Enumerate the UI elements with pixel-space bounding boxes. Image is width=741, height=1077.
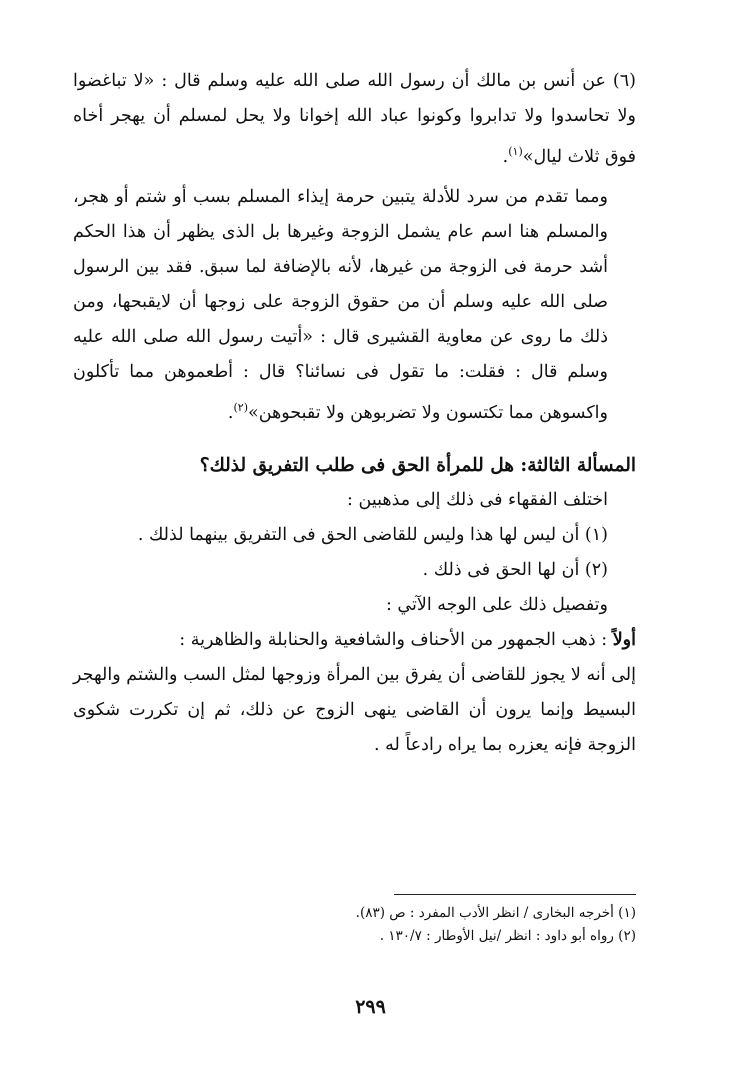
- paragraph-hadith-anas: [73, 64, 636, 175]
- evidence-summary-text: [73, 180, 636, 431]
- footnote-ref-1: (١): [508, 145, 523, 158]
- footnote-ref-2: (٢): [233, 401, 248, 414]
- opinion-one: (١) أن ليس لها هذا وليس للقاضى الحق فى التفريق بينهما لذلك .: [137, 525, 608, 545]
- footnote-1: (١) أخرجه البخارى / انظر الأدب المفرد : ص (٨٣).: [355, 905, 636, 921]
- opinion-two: (٢) أن لها الحق فى ذلك .: [422, 560, 608, 580]
- page-number: ٢٩٩: [355, 996, 386, 1018]
- footnote-2: (٢) رواه أبو داود : انظر /نيل الأوطار : ١٣٠/٧ .: [379, 928, 636, 944]
- hadith-anas-text: [73, 64, 636, 175]
- section-third-issue: [73, 448, 636, 763]
- first-opinion-lead: [73, 623, 636, 658]
- first-label: أولاً: [612, 630, 636, 650]
- evidence-summary-end: .: [227, 402, 234, 423]
- hadith-anas-body: (٦) عن أنس بن مالك أن رسول الله صلى الله عليه وسلم قال : «لا تباغضوا ولا تحاسدوا ولا تدابروا وكونوا عباد الله إخوانا ولا يحل لمسلم أن يهجر أخاه فوق ثلاث ليال»: [73, 71, 636, 167]
- evidence-summary-body: ومما تقدم من سرد للأدلة يتبين حرمة إيذاء المسلم بسب أو شتم أو هجر، والمسلم هنا اسم عام يشمل الزوجة وغيرها بل الذى يظهر أن هذا الحكم أشد حرمة فى الزوجة من غيرها، لأنه بالإضافة لما سبق. فقد بين الرسول صلى الله عليه وسلم أن من حقوق الزوجة على زوجها أن لايقبحها، ومن ذلك ما روى عن معاوية القشيرى قال : «أتيت رسول الله صلى الله عليه وسلم قال : فقلت: ما تقول فى نسائنا؟ قال : أطعموهن مما تأكلون واكسوهن مما تكتسون ولا تضربوهن ولا تقبحوهن»: [73, 187, 608, 423]
- footnotes: [73, 902, 636, 948]
- hadith-anas-end: .: [502, 146, 509, 167]
- section-heading: المسألة الثالثة: هل للمرأة الحق فى طلب التفريق لذلك؟: [199, 455, 636, 476]
- section-intro: اختلف الفقهاء فى ذلك إلى مذهبين :: [347, 490, 608, 510]
- paragraph-evidence-summary: [73, 180, 636, 431]
- first-opinion-body: إلى أنه لا يجوز للقاضى أن يفرق بين المرأة وزوجها لمثل السب والشتم والهجر البسيط وإنما يرون أن القاضى ينهى الزوج عن ذلك، ثم إن تكررت شكوى الزوجة فإنه يعزره بما يراه رادعاً له .: [73, 665, 636, 755]
- footnote-divider: [394, 894, 636, 895]
- first-text: : ذهب الجمهور من الأحناف والشافعية والحنابلة والظاهرية :: [179, 630, 613, 650]
- detail-intro: وتفصيل ذلك على الوجه الآتي :: [385, 595, 608, 615]
